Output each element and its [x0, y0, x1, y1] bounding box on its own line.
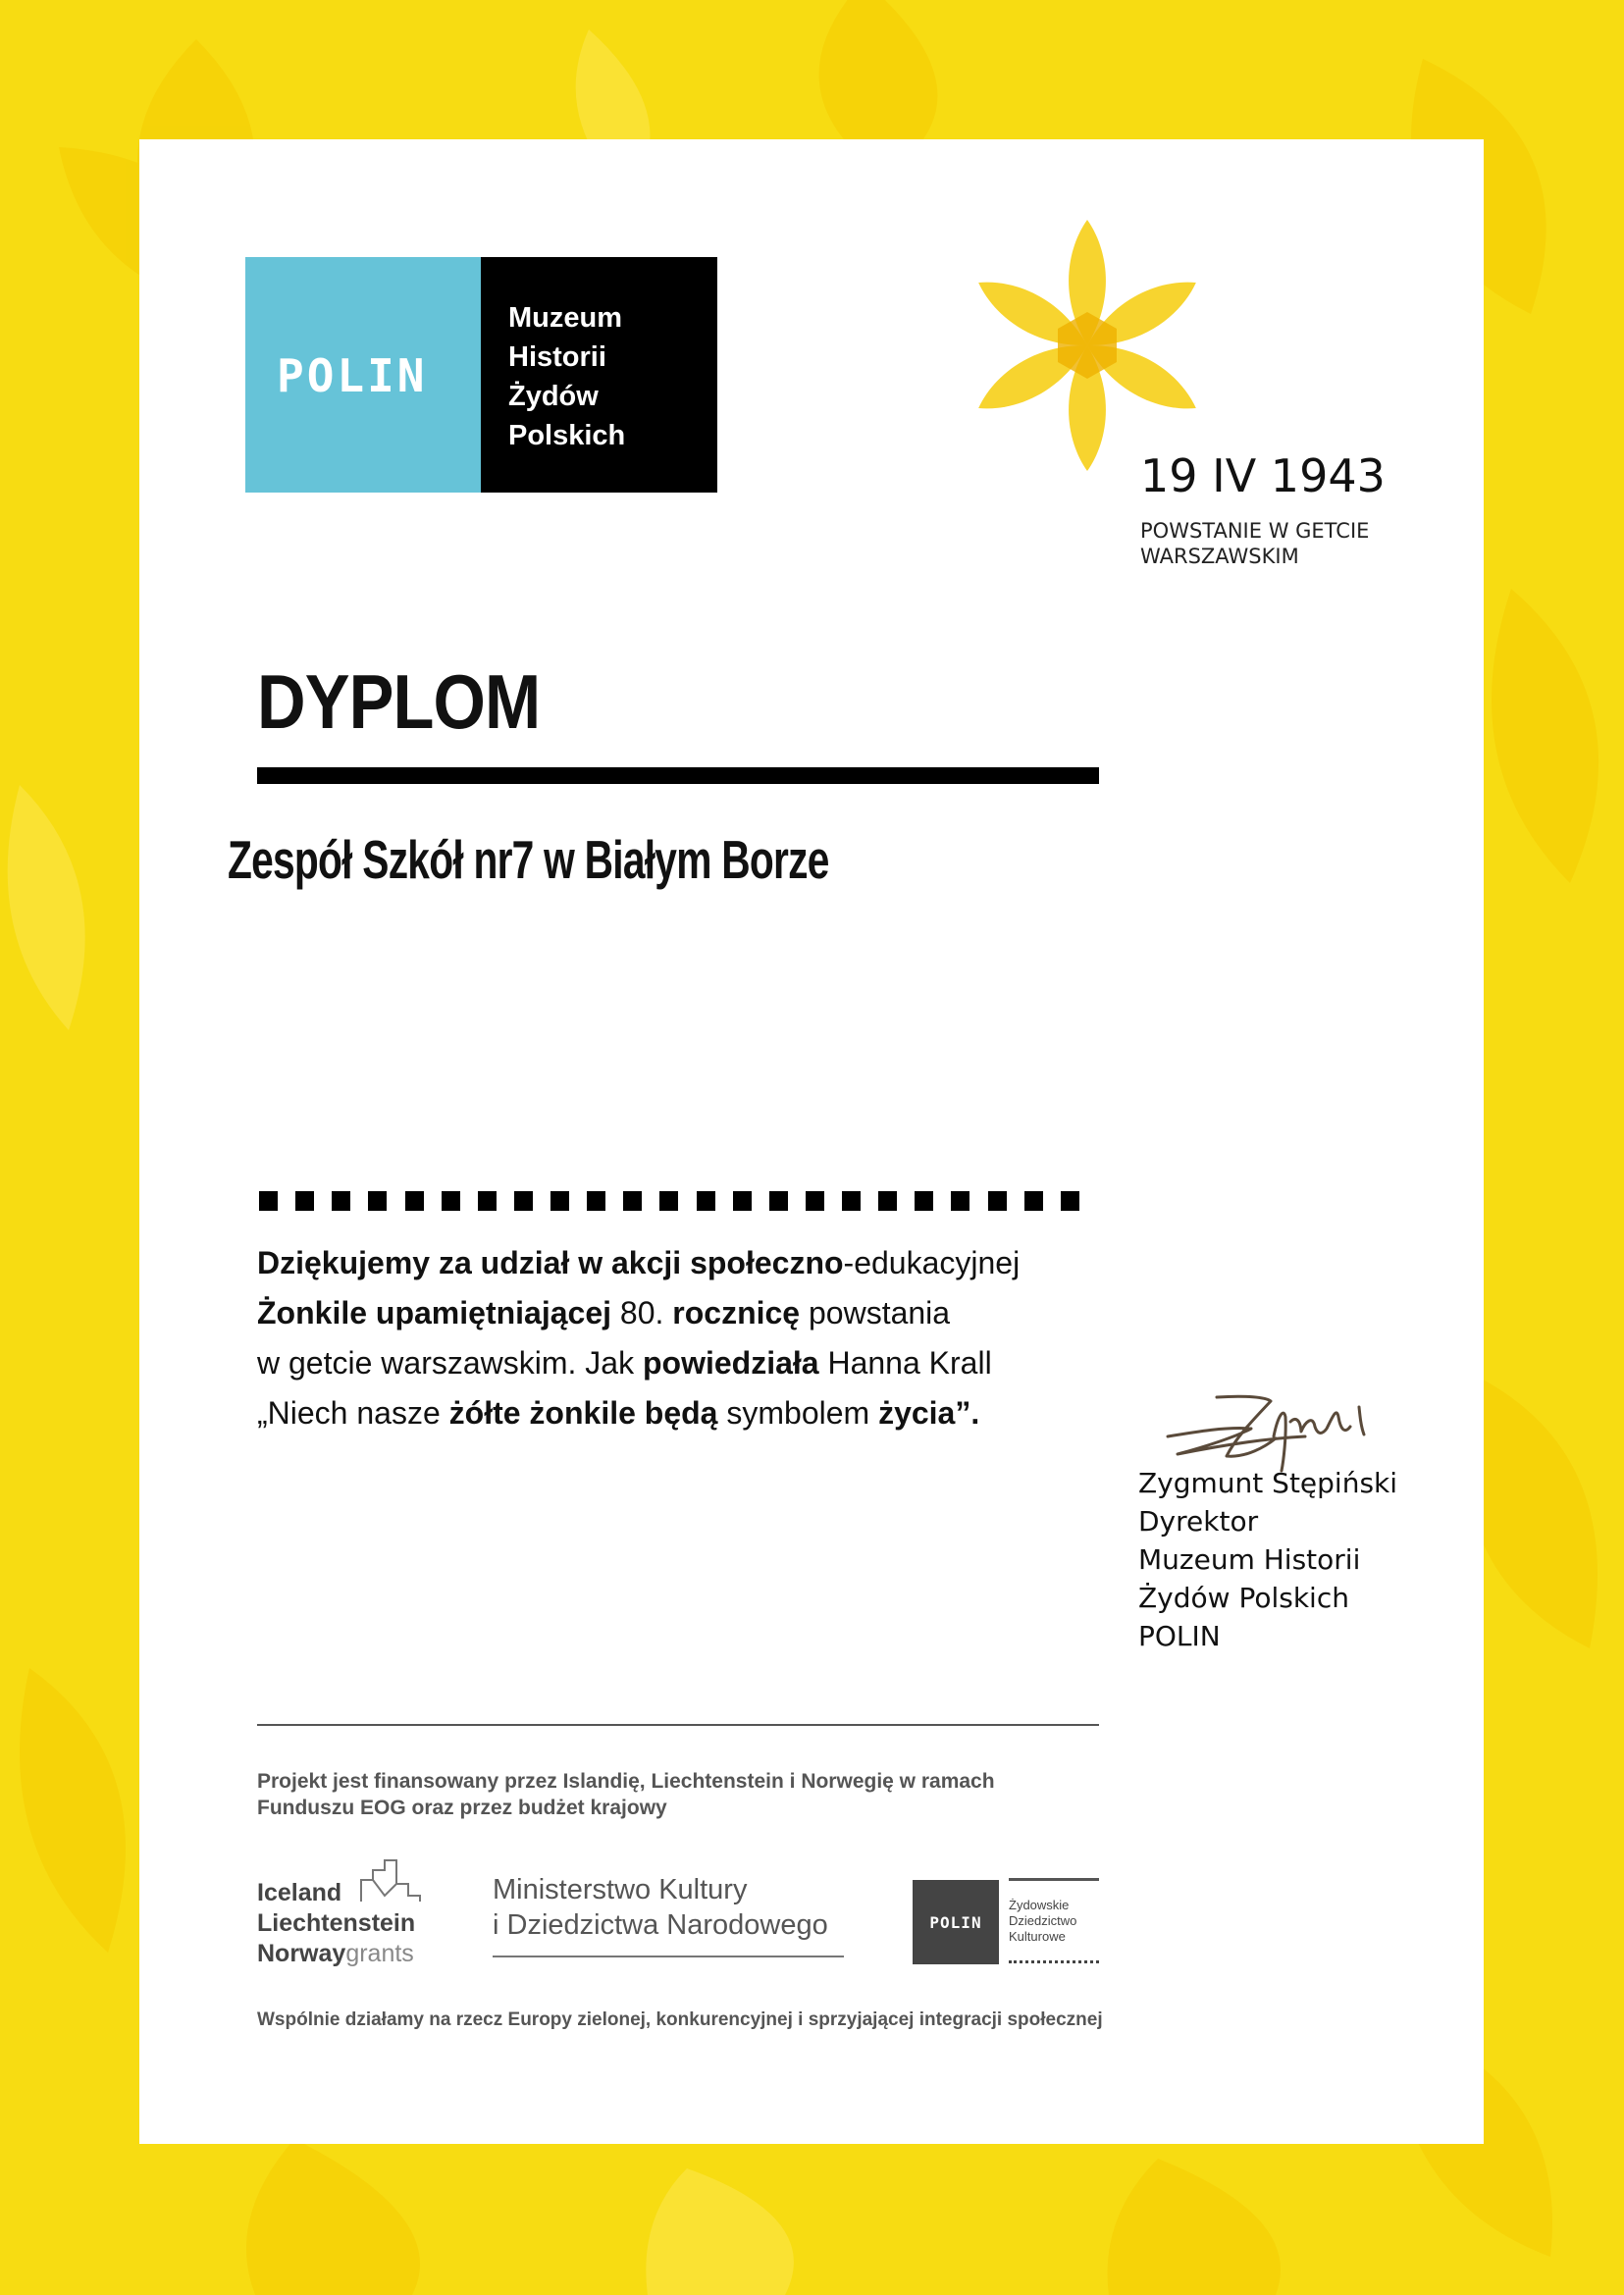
diploma-title: DYPLOM — [257, 658, 541, 745]
thanks-line — [257, 1288, 1121, 1338]
thanks-segment: symbolem — [717, 1395, 879, 1431]
thanks-line — [257, 1388, 1121, 1438]
thanks-segment: w getcie warszawskim. Jak — [257, 1345, 643, 1381]
thanks-segment: powiedziała — [642, 1345, 819, 1381]
polin-wordmark: POLIN — [277, 349, 428, 402]
polin-museum-logo — [245, 257, 717, 493]
eea-line: Iceland — [257, 1879, 342, 1906]
museum-name-line: Historii — [508, 341, 606, 373]
signer-line: Muzeum Historii — [1138, 1543, 1361, 1576]
daffodil-icon — [969, 218, 1205, 473]
eea-grants-text — [257, 1878, 415, 1969]
title-underline — [257, 767, 1099, 784]
zdk-text — [1009, 1898, 1076, 1945]
thanks-segment: Dziękujemy za udział w akcji społeczno — [257, 1245, 844, 1280]
eea-grants-word: grants — [345, 1940, 414, 1967]
ministry-line: i Dziedzictwa Narodowego — [493, 1909, 828, 1941]
signer-line: Żydów Polskich — [1138, 1582, 1349, 1614]
eea-line — [257, 1939, 415, 1969]
thanks-segment: powstania — [800, 1295, 951, 1330]
ministry-line: Ministerstwo Kultury — [493, 1874, 748, 1905]
thanks-line — [257, 1338, 1121, 1388]
ministry-underline — [493, 1956, 844, 1957]
thanks-segment: Hanna Krall — [818, 1345, 992, 1381]
museum-name — [508, 298, 625, 455]
thanks-segment: „Niech nasze — [257, 1395, 449, 1431]
signer-block — [1138, 1464, 1397, 1655]
recipient-name: Zespół Szkół nr7 w Białym Borze — [228, 829, 829, 890]
museum-name-line: Muzeum — [508, 302, 622, 334]
museum-name-line: Żydów — [508, 381, 599, 412]
jewish-heritage-logo — [913, 1878, 1099, 1966]
thanks-segment: żółte żonkile będą — [448, 1395, 718, 1431]
funding-line: Funduszu EOG oraz przez budżet krajowy — [257, 1797, 667, 1819]
logo-black-panel — [481, 257, 717, 493]
museum-name-line: Polskich — [508, 420, 626, 451]
funding-line: Projekt jest finansowany przez Islandię, Liechtenstein i Norwegię w ramach — [257, 1770, 995, 1793]
director-signature — [1158, 1378, 1384, 1476]
zdk-dotted-rule — [1009, 1960, 1099, 1963]
zdk-top-rule — [1009, 1878, 1099, 1881]
logo-blue-panel — [245, 257, 481, 493]
zdk-line: Dziedzictwo — [1009, 1913, 1077, 1928]
footer-divider — [257, 1724, 1099, 1726]
signer-line: Dyrektor — [1138, 1505, 1259, 1538]
thanks-line — [257, 1238, 1121, 1288]
zdk-line: Żydowskie — [1009, 1898, 1070, 1912]
uprising-caption-line: POWSTANIE W GETCIE — [1140, 519, 1370, 543]
uprising-caption — [1140, 518, 1369, 569]
thanks-segment: -edukacyjnej — [843, 1245, 1021, 1280]
zdk-polin-box: POLIN — [913, 1880, 999, 1964]
signer-line: Zygmunt Stępiński — [1138, 1467, 1398, 1499]
thanks-paragraph — [257, 1238, 1121, 1438]
ministry-logo — [493, 1872, 828, 1943]
thanks-segment: Żonkile upamiętniającej — [257, 1295, 611, 1330]
dashed-divider — [259, 1191, 1079, 1211]
thanks-segment: życia”. — [878, 1395, 980, 1431]
uprising-caption-line: WARSZAWSKIM — [1140, 545, 1299, 568]
signer-line: POLIN — [1138, 1620, 1221, 1652]
thanks-segment: 80. — [611, 1295, 673, 1330]
footer-tagline: Wspólnie działamy na rzecz Europy zielonej, konkurencyjnej i sprzyjającej integracji społecznej — [257, 2009, 1103, 2030]
uprising-date: 19 IV 1943 — [1140, 449, 1386, 502]
funding-note — [257, 1768, 995, 1821]
thanks-segment: rocznicę — [672, 1295, 801, 1330]
eea-norway: Norway — [257, 1940, 346, 1967]
eea-line: Liechtenstein — [257, 1909, 416, 1937]
zdk-line: Kulturowe — [1009, 1929, 1066, 1944]
eea-grants-logo — [257, 1856, 434, 1978]
